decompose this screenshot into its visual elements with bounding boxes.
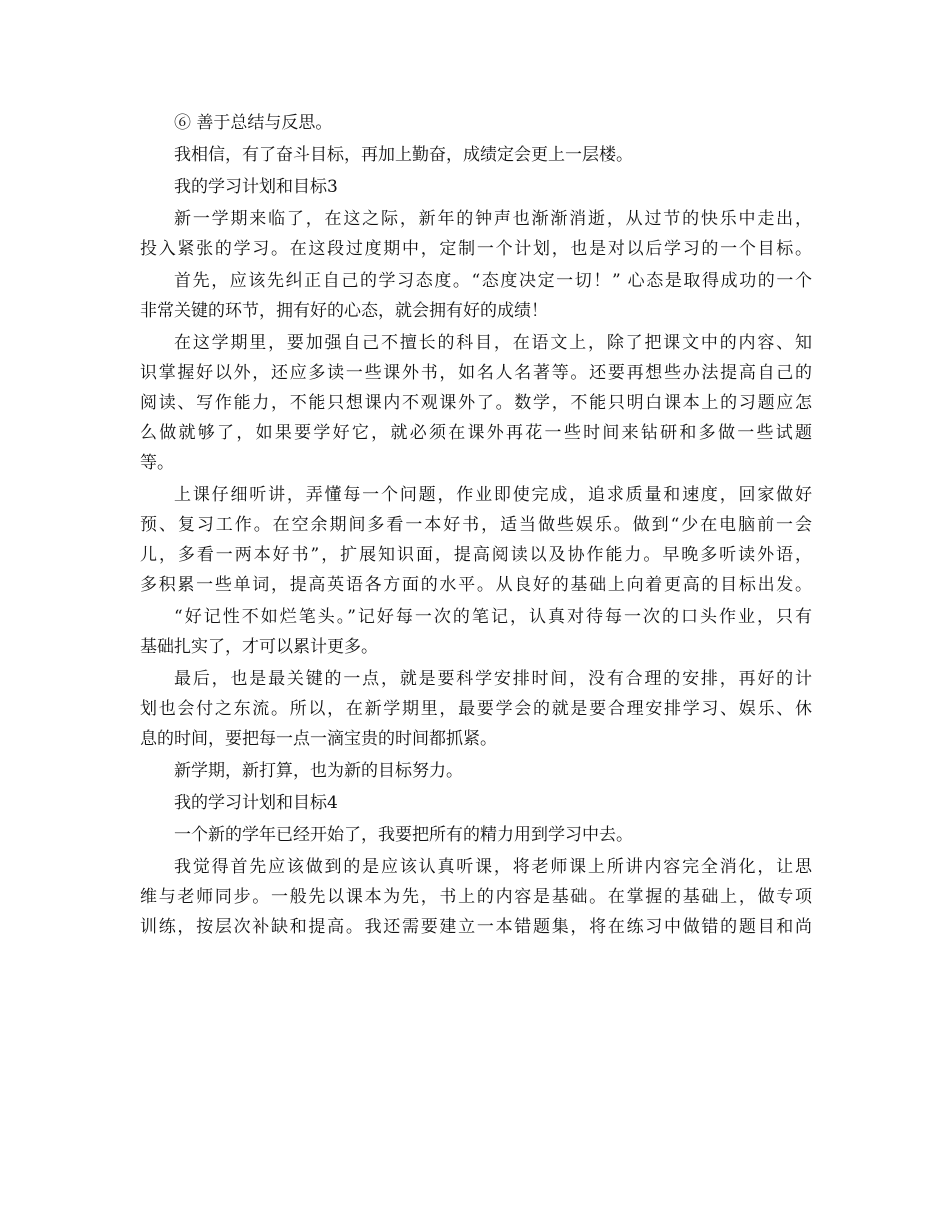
text-line: 多积累一些单词，提高英语各方面的水平。从良好的基础上向着更高的目标出发。: [140, 575, 812, 595]
text-line: 我觉得首先应该做到的是应该认真听课，将老师课上所讲内容完全消化，让思: [174, 857, 812, 877]
text-line: 新一学期来临了，在这之际，新年的钟声也渐渐消逝，从过节的快乐中走出，: [174, 209, 812, 229]
text-line: 息的时间，要把每一点一滴宝贵的时间都抓紧。: [140, 729, 497, 749]
document-body: [140, 112, 812, 948]
paragraph: [140, 668, 812, 750]
paragraph: [140, 606, 812, 658]
paragraph: [140, 332, 812, 474]
paragraph: [140, 856, 812, 938]
text-line: 预、复习工作。在空余期间多看一本好书，适当做些娱乐。做到“少在电脑前一会: [140, 515, 812, 535]
paragraph: [140, 144, 812, 166]
text-line: 阅读、写作能力，不能只想课内不观课外了。数学，不能只明白课本上的习题应怎: [140, 393, 812, 413]
text-line: ⑥ 善于总结与反思。: [174, 113, 333, 133]
text-line: 儿，多看一两本好书”，扩展知识面，提高阅读以及协作能力。早晚多听读外语，: [140, 545, 812, 565]
text-line: 新学期，新打算，也为新的目标努力。: [174, 761, 463, 781]
section-heading: [140, 792, 812, 814]
paragraph: [140, 112, 812, 134]
paragraph: [140, 270, 812, 322]
text-line: 划也会付之东流。所以，在新学期里，最要学会的就是要合理安排学习、娱乐、休: [140, 699, 812, 719]
text-line: 非常关键的环节，拥有好的心态，就会拥有好的成绩！: [140, 301, 548, 321]
text-line: 在这学期里，要加强自己不擅长的科目，在语文上，除了把课文中的内容、知: [174, 333, 812, 353]
text-line: 一个新的学年已经开始了，我要把所有的精力用到学习中去。: [174, 825, 633, 845]
text-line: 么做就够了，如果要学好它，就必须在课外再花一些时间来钻研和多做一些试题: [140, 423, 812, 443]
text-line: “好记性不如烂笔头。”记好每一次的笔记，认真对待每一次的口头作业，只有: [174, 607, 812, 627]
text-line: 首先，应该先纠正自己的学习态度。“态度决定一切！” 心态是取得成功的一个: [174, 271, 812, 291]
text-line: 上课仔细听讲，弄懂每一个问题，作业即使完成，追求质量和速度，回家做好: [174, 485, 812, 505]
paragraph: [140, 484, 812, 596]
paragraph: [140, 208, 812, 260]
paragraph: [140, 760, 812, 782]
text-line: 等。: [140, 453, 174, 473]
heading-text: 我的学习计划和目标3: [174, 177, 338, 197]
text-line: 训练，按层次补缺和提高。我还需要建立一本错题集，将在练习中做错的题目和尚: [140, 917, 812, 937]
section-heading: [140, 176, 812, 198]
heading-text: 我的学习计划和目标4: [174, 793, 338, 813]
text-line: 基础扎实了，才可以累计更多。: [140, 637, 378, 657]
text-line: 我相信，有了奋斗目标，再加上勤奋，成绩定会更上一层楼。: [174, 145, 633, 165]
text-line: 投入紧张的学习。在这段过度期中，定制一个计划，也是对以后学习的一个目标。: [140, 239, 812, 259]
text-line: 维与老师同步。一般先以课本为先，书上的内容是基础。在掌握的基础上，做专项: [140, 887, 812, 907]
paragraph: [140, 824, 812, 846]
text-line: 最后，也是最关键的一点，就是要科学安排时间，没有合理的安排，再好的计: [174, 669, 812, 689]
text-line: 识掌握好以外，还应多读一些课外书，如名人名著等。还要再想些办法提高自己的: [140, 363, 812, 383]
